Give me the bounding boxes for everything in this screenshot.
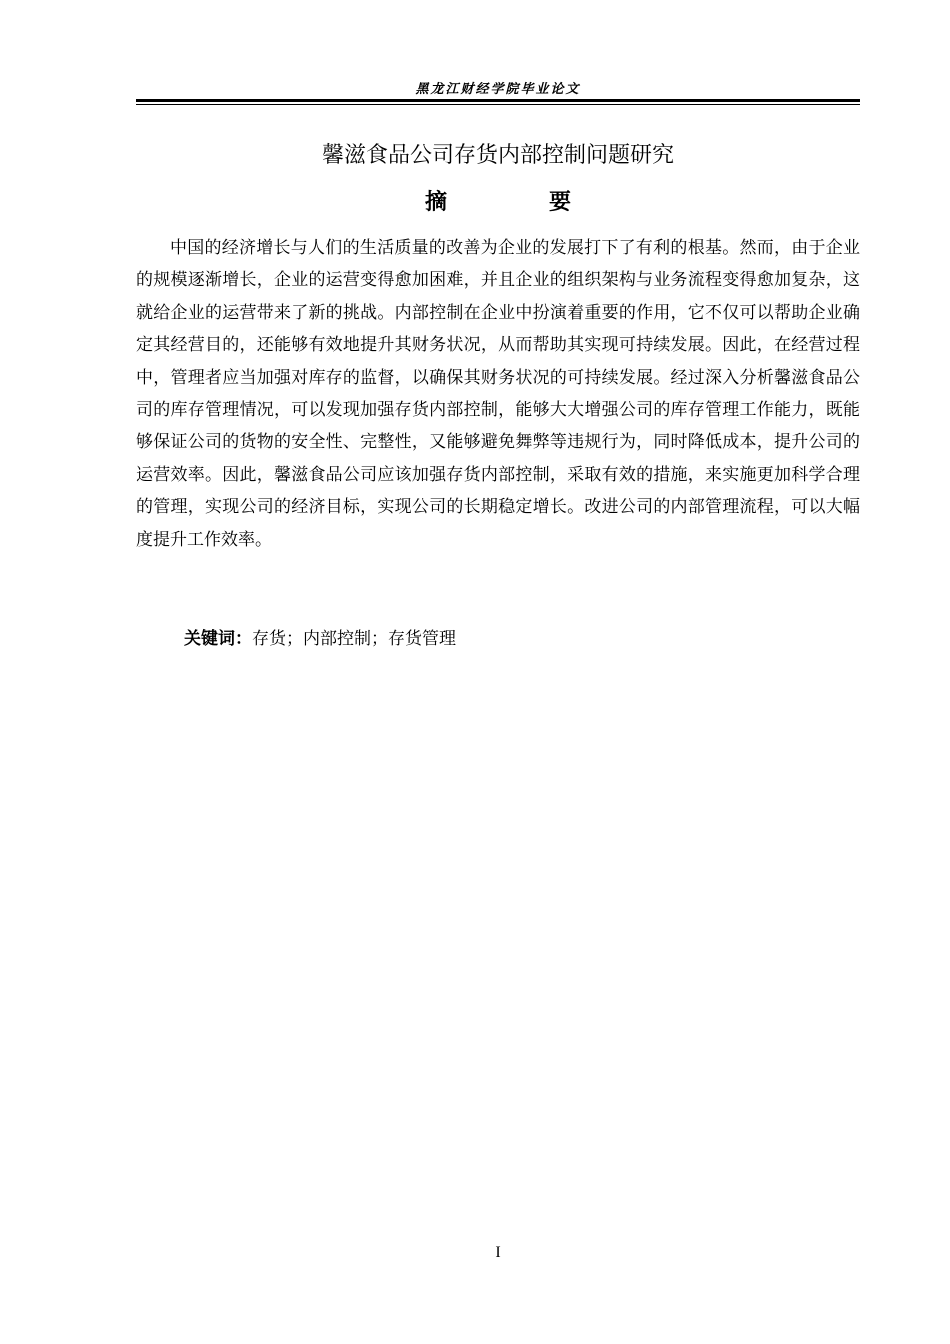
abstract-heading: 摘 要: [424, 190, 611, 215]
paper-title: 馨滋食品公司存货内部控制问题研究: [321, 143, 674, 168]
header-rule-thick: [136, 99, 860, 102]
page-number: I: [495, 1244, 501, 1261]
keywords-text: 存货；内部控制；存货管理: [252, 629, 456, 649]
keywords-line: [184, 624, 860, 649]
header-rule-thin: [136, 104, 860, 105]
running-header: 黑龙江财经学院毕业论文: [415, 82, 581, 97]
abstract-body: 中国的经济增长与人们的生活质量的改善为企业的发展打下了有利的根基。然而，由于企业的规模逐渐增长，企业的运营变得愈加困难，并且企业的组织架构与业务流程变得愈加复杂，这就给企业的运营带来了新的挑战。内部控制在企业中扮演着重要的作用，它不仅可以帮助企业确定其经营目的，还能够有效地提升其财务状况，从而帮助其实现可持续发展。因此，在经营过程中，管理者应当加强对库存的监督，以确保其财务状况的可持续发展。经过深入分析馨滋食品公司的库存管理情况，可以发现加强存货内部控制，能够大大增强公司的库存管理工作能力，既能够保证公司的货物的安全性、完整性，又能够避免舞弊等违规行为，同时降低成本，提升公司的运营效率。因此，馨滋食品公司应该加强存货内部控制，采取有效的措施，来实施更加科学合理的管理，实现公司的经济目标，实现公司的长期稳定增长。改进公司的内部管理流程，可以大幅度提升工作效率。: [136, 238, 860, 550]
keywords-label: 关键词：: [184, 629, 252, 649]
